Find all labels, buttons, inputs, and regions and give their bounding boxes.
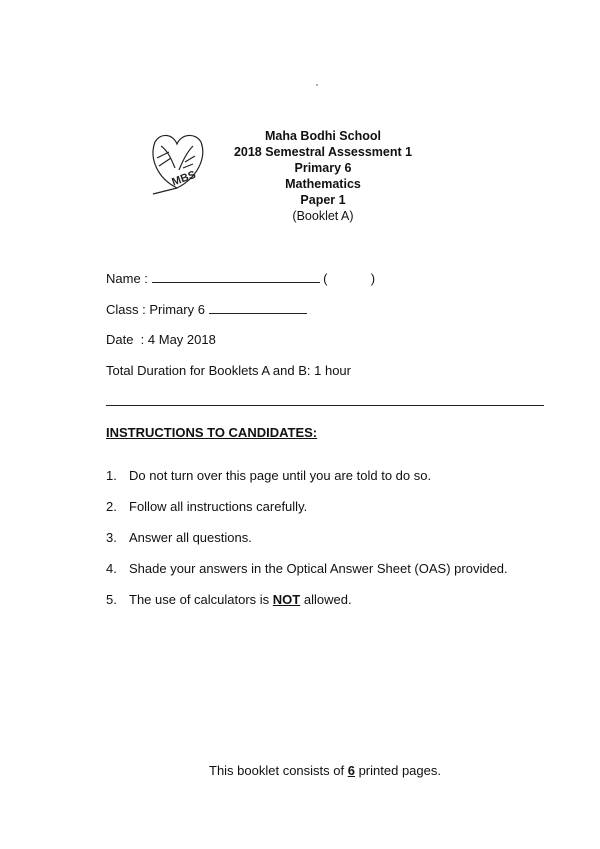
school-name: Maha Bodhi School [265,129,381,143]
footer-pre: This booklet consists of [209,763,348,778]
footer-post: printed pages. [354,763,441,778]
paper-title: Paper 1 [300,193,346,207]
class-label: Class : Primary 6 [106,302,205,317]
item-number: 5. [106,592,117,607]
item-number: 3. [106,530,117,545]
item-text [129,592,352,608]
item-text-post: allowed. [300,592,352,607]
name-input-line[interactable] [152,270,320,283]
level-title: Primary 6 [294,161,352,175]
name-field [106,270,375,287]
booklet-title: (Booklet A) [292,209,354,223]
duration-field [106,363,351,379]
class-input-line[interactable] [209,301,307,314]
subject-title: Mathematics [285,177,361,191]
item-text: Answer all questions. [129,530,252,545]
duration-label: Total Duration for Booklets A and B: 1 hour [106,363,351,378]
index-paren-open: ( [323,271,328,286]
item-number: 4. [106,561,117,576]
item-text: Shade your answers in the Optical Answer Sheet (OAS) provided. [129,561,508,576]
logo-text: MBS [170,168,198,189]
name-label: Name : [106,271,148,286]
item-number: 1. [106,468,117,483]
index-paren-close: ) [370,271,376,286]
item-text-emphasis: NOT [272,592,301,607]
page-count: 6 [347,763,355,778]
page-count-note [0,763,600,778]
instructions-title: INSTRUCTIONS TO CANDIDATES: [106,425,318,440]
date-label: Date : 4 May 2018 [106,332,216,347]
item-text: Do not turn over this page until you are told to do so. [129,468,432,483]
class-field [106,301,307,318]
item-number: 2. [106,499,117,514]
exam-header [200,128,446,224]
divider-line [106,405,544,406]
item-text-pre: The use of calculators is [129,592,273,607]
date-field [106,332,216,348]
scan-speck [316,84,318,86]
item-text: Follow all instructions carefully. [129,499,308,514]
assessment-title: 2018 Semestral Assessment 1 [233,145,413,159]
